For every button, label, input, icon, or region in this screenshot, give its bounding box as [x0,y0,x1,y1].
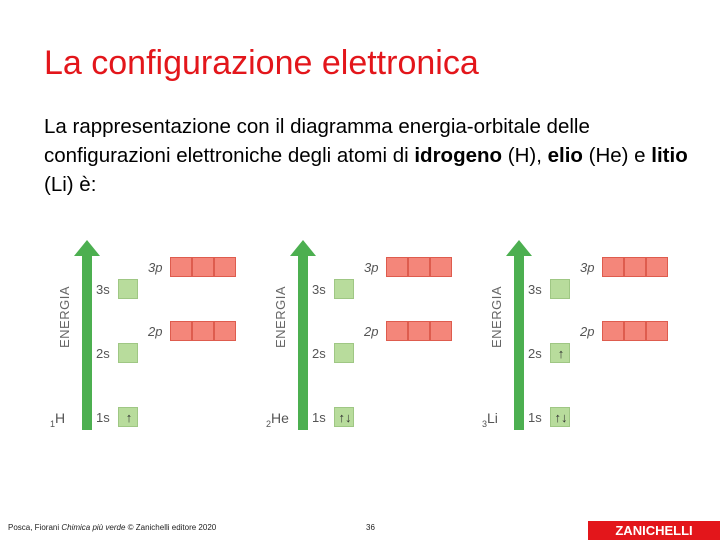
orbital-box [430,257,452,277]
atomic-number: 1 [50,418,56,429]
orbital-diagram-h [50,240,266,440]
energia-label: ENERGIA [489,285,504,348]
energy-arrow-icon [288,240,318,430]
orbital-diagram-li [482,240,698,440]
orbital-box [170,257,192,277]
orbital-box [170,321,192,341]
footer-credits [8,523,216,532]
orbital-box [646,321,668,341]
orbital-box [214,257,236,277]
spin-arrows: ↑ [125,410,133,425]
footer-publisher: © Zanichelli editore 2020 [125,523,217,532]
spin-arrows [335,344,355,364]
level-1s-label: 1s [312,410,326,425]
orbital-2s [550,343,570,363]
slide-title: La configurazione elettronica [44,44,479,82]
orbital-box [192,321,214,341]
level-3p-text: 3p [148,260,163,275]
level-1s-label: 1s [528,410,542,425]
orbital-box [430,321,452,341]
orbital-box [192,257,214,277]
orbital-box [386,321,408,341]
level-3p-text: 3p [364,260,379,275]
orbital-2s [334,343,354,363]
orbital-box [214,321,236,341]
element-symbol: Li [487,410,498,426]
element-label [266,410,289,429]
atomic-number: 2 [266,418,272,429]
orbital-3s [118,279,138,299]
element-symbol: H [55,410,66,426]
footer-authors: Posca, Fiorani [8,523,62,532]
orbital-2p [170,321,236,341]
spin-arrows: ↑ [557,346,565,361]
atomic-number: 3 [482,418,488,429]
level-3s-label: 3s [312,282,326,297]
orbital-box [408,257,430,277]
intro-bold-litio: litio [651,144,688,167]
level-3p-label [148,260,162,275]
level-1s-label: 1s [96,410,110,425]
intro-part: La rappresentazione con il diagramma energia-orbitale delle configurazioni elettroniche degli atomi di [44,115,590,167]
spin-arrows: ↑↓ [554,410,568,425]
page-number: 36 [366,523,375,532]
level-3p-label [580,260,594,275]
intro-bold-elio: elio [547,144,583,167]
level-3p-text: 3p [580,260,595,275]
orbital-box [386,257,408,277]
orbital-2s [118,343,138,363]
energia-label: ENERGIA [273,285,288,348]
element-symbol: He [271,410,289,426]
orbital-box [646,257,668,277]
orbital-3p [170,257,236,277]
intro-part: (Li) è: [44,173,97,196]
level-2p-text: 2p [148,324,163,339]
zanichelli-logo: ZANICHELLI [588,521,720,540]
energy-arrow-icon [72,240,102,430]
orbital-3p [602,257,668,277]
element-label [482,410,498,429]
level-2p-text: 2p [580,324,595,339]
orbital-1s [334,407,354,427]
level-3s-label: 3s [96,282,110,297]
orbital-box [602,321,624,341]
orbital-1s [550,407,570,427]
level-2p-label [580,324,594,339]
level-2s-label: 2s [96,346,110,361]
level-3p-label [364,260,378,275]
intro-part: (He) e [582,144,652,167]
orbital-box [624,257,646,277]
intro-text [44,112,704,199]
footer-book-title: Chimica più verde [61,523,126,532]
level-2s-label: 2s [528,346,542,361]
orbital-diagram-he [266,240,482,440]
orbital-3s [334,279,354,299]
intro-bold-idrogeno: idrogeno [414,144,503,167]
orbital-3s [550,279,570,299]
orbital-1s [118,407,138,427]
orbital-box [408,321,430,341]
intro-part: (H), [502,144,548,167]
orbital-box [602,257,624,277]
orbital-box [624,321,646,341]
level-2s-label: 2s [312,346,326,361]
level-3s-label: 3s [528,282,542,297]
orbital-2p [602,321,668,341]
orbital-3p [386,257,452,277]
level-2p-label [364,324,378,339]
orbital-2p [386,321,452,341]
level-2p-label [148,324,162,339]
spin-arrows [119,344,139,364]
spin-arrows: ↑↓ [338,410,352,425]
energia-label: ENERGIA [57,285,72,348]
level-2p-text: 2p [364,324,379,339]
element-label [50,410,65,429]
energy-arrow-icon [504,240,534,430]
